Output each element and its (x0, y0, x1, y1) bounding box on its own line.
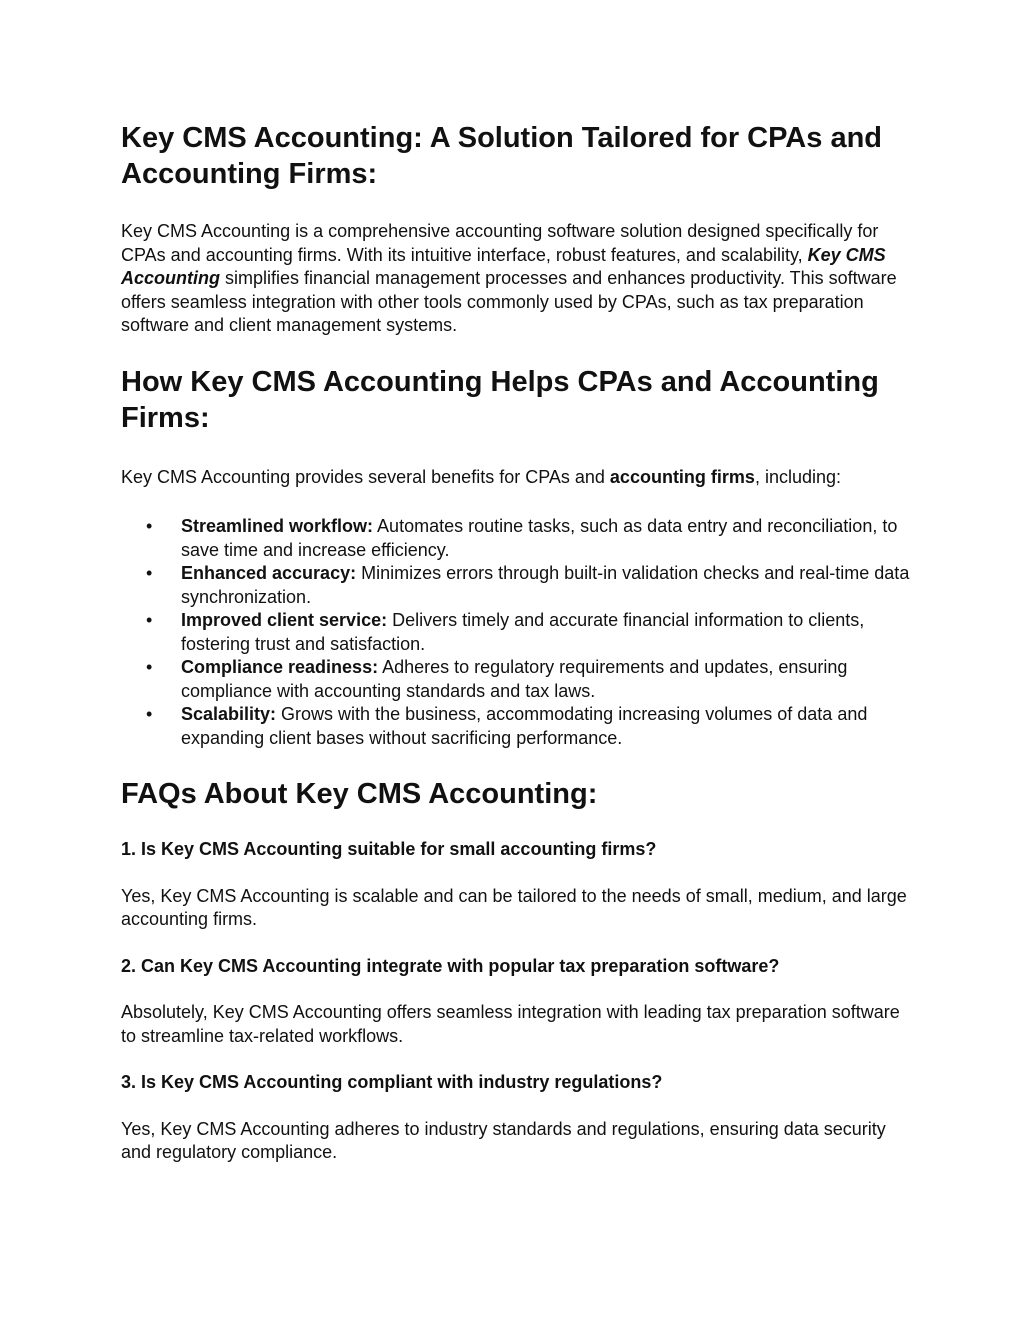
benefits-lead (121, 466, 911, 490)
benefits-list (121, 515, 911, 750)
list-item (121, 515, 911, 562)
list-item (121, 703, 911, 750)
benefit-text: Automates routine tasks, such as data entry and reconciliation, to save time and increase efficiency. (181, 516, 898, 560)
bullet-icon: • (146, 516, 153, 536)
lead-bold: accounting firms (609, 466, 755, 487)
benefit-text: Minimizes errors through built-in validation checks and real-time data synchronization. (181, 563, 910, 607)
bullet-icon: • (146, 704, 153, 724)
faq-answer: Yes, Key CMS Accounting is scalable and can be tailored to the needs of small, medium, and large accounting firms. (121, 885, 907, 929)
benefit-text: Grows with the business, accommodating increasing volumes of data and expanding client bases without sacrificing performance. (181, 704, 868, 748)
benefit-text: Adheres to regulatory requirements and updates, ensuring compliance with accounting standards and tax laws. (181, 657, 848, 701)
intro-emphasis: Key CMS Accounting (121, 244, 886, 288)
benefit-label: Enhanced accuracy: (181, 563, 357, 583)
intro-text: Key CMS Accounting is a comprehensive accounting software solution designed specifically for CPAs and accounting firms. With its intuitive interface, robust features, and scalability, (121, 221, 879, 265)
list-item (121, 609, 911, 656)
intro-paragraph (121, 220, 911, 338)
list-item (121, 656, 911, 703)
lead-text: Key CMS Accounting provides several benefits for CPAs and (121, 466, 610, 487)
lead-text-cont: , including: (754, 466, 842, 487)
section-heading-faq: FAQs About Key CMS Accounting: (121, 778, 598, 810)
page-title: Key CMS Accounting: A Solution Tailored for CPAs and Accounting Firms: (121, 122, 882, 190)
faq-question: 3. Is Key CMS Accounting compliant with industry regulations? (121, 1072, 663, 1092)
intro-text-cont: simplifies financial management processes and enhances productivity. This software offers seamless integration with other tools commonly used by CPAs, such as tax preparation software and client management systems. (121, 268, 897, 335)
bullet-icon: • (146, 563, 153, 583)
benefit-label: Streamlined workflow: (181, 516, 374, 536)
section-heading-benefits: How Key CMS Accounting Helps CPAs and Accounting Firms: (121, 365, 879, 434)
faq-answer: Yes, Key CMS Accounting adheres to industry standards and regulations, ensuring data security and regulatory compliance. (121, 1118, 886, 1162)
bullet-icon: • (146, 657, 153, 677)
benefit-text: Delivers timely and accurate financial information to clients, fostering trust and satisfaction. (181, 610, 865, 654)
document-page (121, 120, 911, 1188)
benefit-label: Improved client service: (181, 610, 388, 630)
faq-question: 1. Is Key CMS Accounting suitable for small accounting firms? (121, 839, 657, 859)
faq-question: 2. Can Key CMS Accounting integrate with popular tax preparation software? (121, 955, 780, 976)
bullet-icon: • (146, 610, 153, 630)
list-item (121, 562, 911, 609)
benefit-label: Compliance readiness: (181, 657, 379, 677)
faq-answer: Absolutely, Key CMS Accounting offers seamless integration with leading tax preparation software to streamline tax-related workflows. (121, 1002, 900, 1046)
benefit-label: Scalability: (181, 704, 277, 724)
